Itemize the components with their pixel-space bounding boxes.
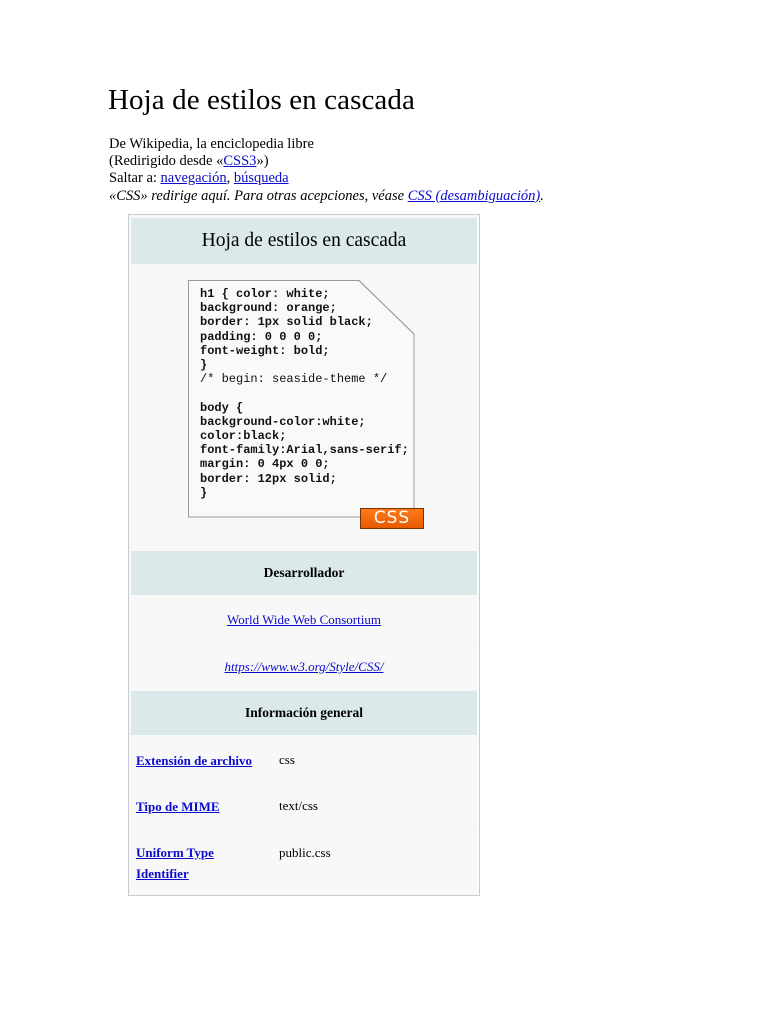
jump-prefix: Saltar a:: [109, 170, 161, 187]
code-line: color:black;: [200, 429, 287, 444]
general-info-header: Información general: [131, 691, 477, 735]
file-extension-label[interactable]: Extensión de archivo: [136, 753, 253, 768]
developer-separator: [477, 551, 479, 595]
website-row: [129, 659, 479, 675]
row-separator: [477, 831, 479, 895]
navigation-link[interactable]: navegación: [160, 170, 227, 187]
redirect-prefix: (Redirigido desde «: [109, 153, 224, 170]
code-line: border: 1px solid black;: [200, 315, 373, 330]
general-separator: [477, 691, 479, 735]
redirect-link[interactable]: CSS3: [223, 153, 257, 170]
jump-links: [109, 170, 544, 187]
search-link[interactable]: búsqueda: [233, 170, 289, 187]
developer-link[interactable]: World Wide Web Consortium: [227, 612, 381, 627]
redirect-note: [109, 153, 544, 170]
code-line: }: [200, 485, 208, 500]
jump-separator: ,: [226, 170, 234, 187]
css-code-sample: [200, 287, 409, 500]
hatnote-text: «CSS» redirige aquí. Para otras acepciones, véase: [109, 187, 408, 204]
developer-header: Desarrollador: [131, 551, 477, 595]
header-separator: [477, 218, 479, 264]
css-code-image: [187, 279, 415, 519]
disambiguation-link[interactable]: CSS (desambiguación): [407, 187, 541, 204]
code-line: font-family:Arial,sans-serif;: [200, 443, 409, 458]
row-separator: [477, 645, 479, 689]
infobox-title: Hoja de estilos en cascada: [131, 218, 477, 264]
uti-label[interactable]: Uniform Type Identifier: [136, 845, 214, 881]
site-subtitle: De Wikipedia, la enciclopedia libre: [109, 136, 314, 152]
code-line: background-color:white;: [200, 414, 366, 429]
hatnote-end: .: [540, 187, 544, 204]
code-line: font-weight: bold;: [200, 343, 330, 358]
developer-row: [129, 612, 479, 628]
css-logo: CSS: [360, 508, 424, 529]
code-line: margin: 0 4px 0 0;: [200, 457, 330, 472]
page-title: Hoja de estilos en cascada: [108, 84, 415, 116]
code-line: h1 { color: white;: [200, 287, 330, 301]
row-separator: [477, 785, 479, 829]
code-line: padding: 0 0 0 0;: [200, 329, 323, 344]
redirect-suffix: »): [256, 153, 269, 170]
uti-value: public.css: [279, 845, 331, 860]
code-line: background: orange;: [200, 301, 337, 316]
file-extension-value: css: [279, 752, 295, 767]
row-separator: [477, 599, 479, 643]
infobox: [128, 214, 480, 896]
code-line: border: 12px solid;: [200, 471, 337, 486]
code-line: }: [200, 358, 208, 373]
row-separator: [477, 739, 479, 783]
code-line: /* begin: seaside-theme */: [200, 372, 388, 387]
code-line: body {: [200, 400, 244, 415]
website-link[interactable]: https://www.w3.org/Style/CSS/: [224, 659, 384, 674]
mime-type-label[interactable]: Tipo de MIME: [136, 799, 220, 814]
page-meta: [109, 136, 544, 205]
mime-type-value: text/css: [279, 798, 318, 813]
disambiguation-hatnote: [109, 188, 544, 205]
